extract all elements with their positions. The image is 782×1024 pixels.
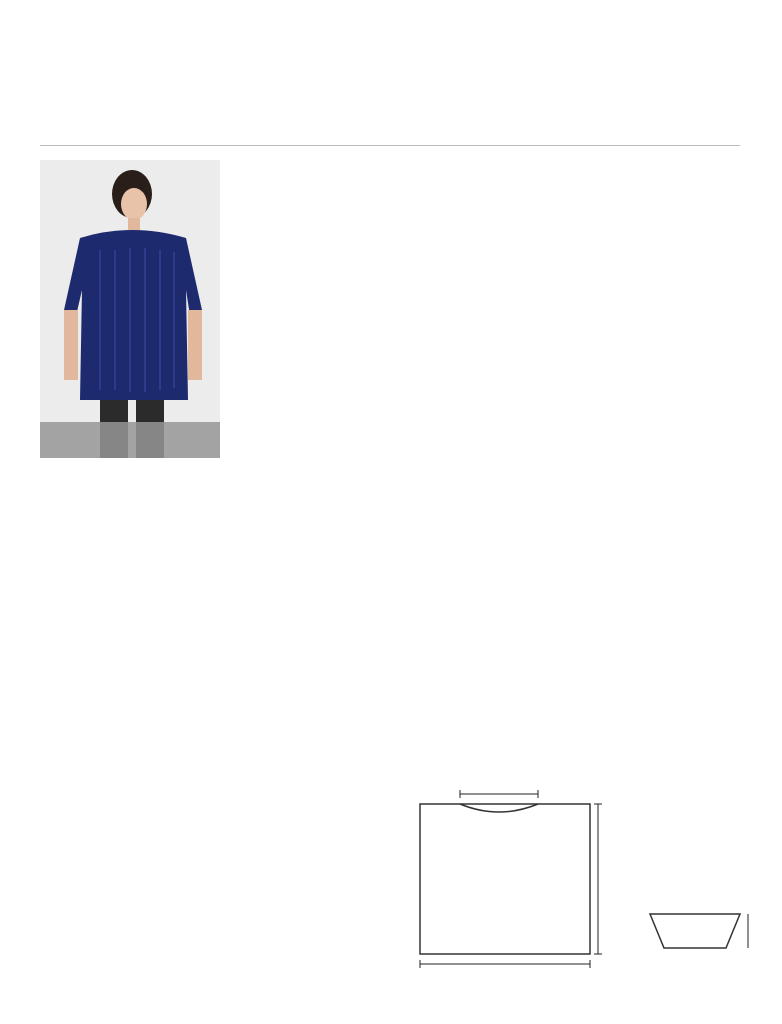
divider (40, 145, 740, 146)
scheme-3-chart (435, 468, 755, 598)
scheme-2-chart (435, 322, 755, 452)
scheme-1-chart (455, 175, 755, 305)
model-label (40, 422, 220, 458)
model-photo (40, 160, 220, 458)
pattern-diagram (410, 780, 770, 980)
model-figure (40, 160, 220, 458)
pullover-text (40, 470, 222, 474)
